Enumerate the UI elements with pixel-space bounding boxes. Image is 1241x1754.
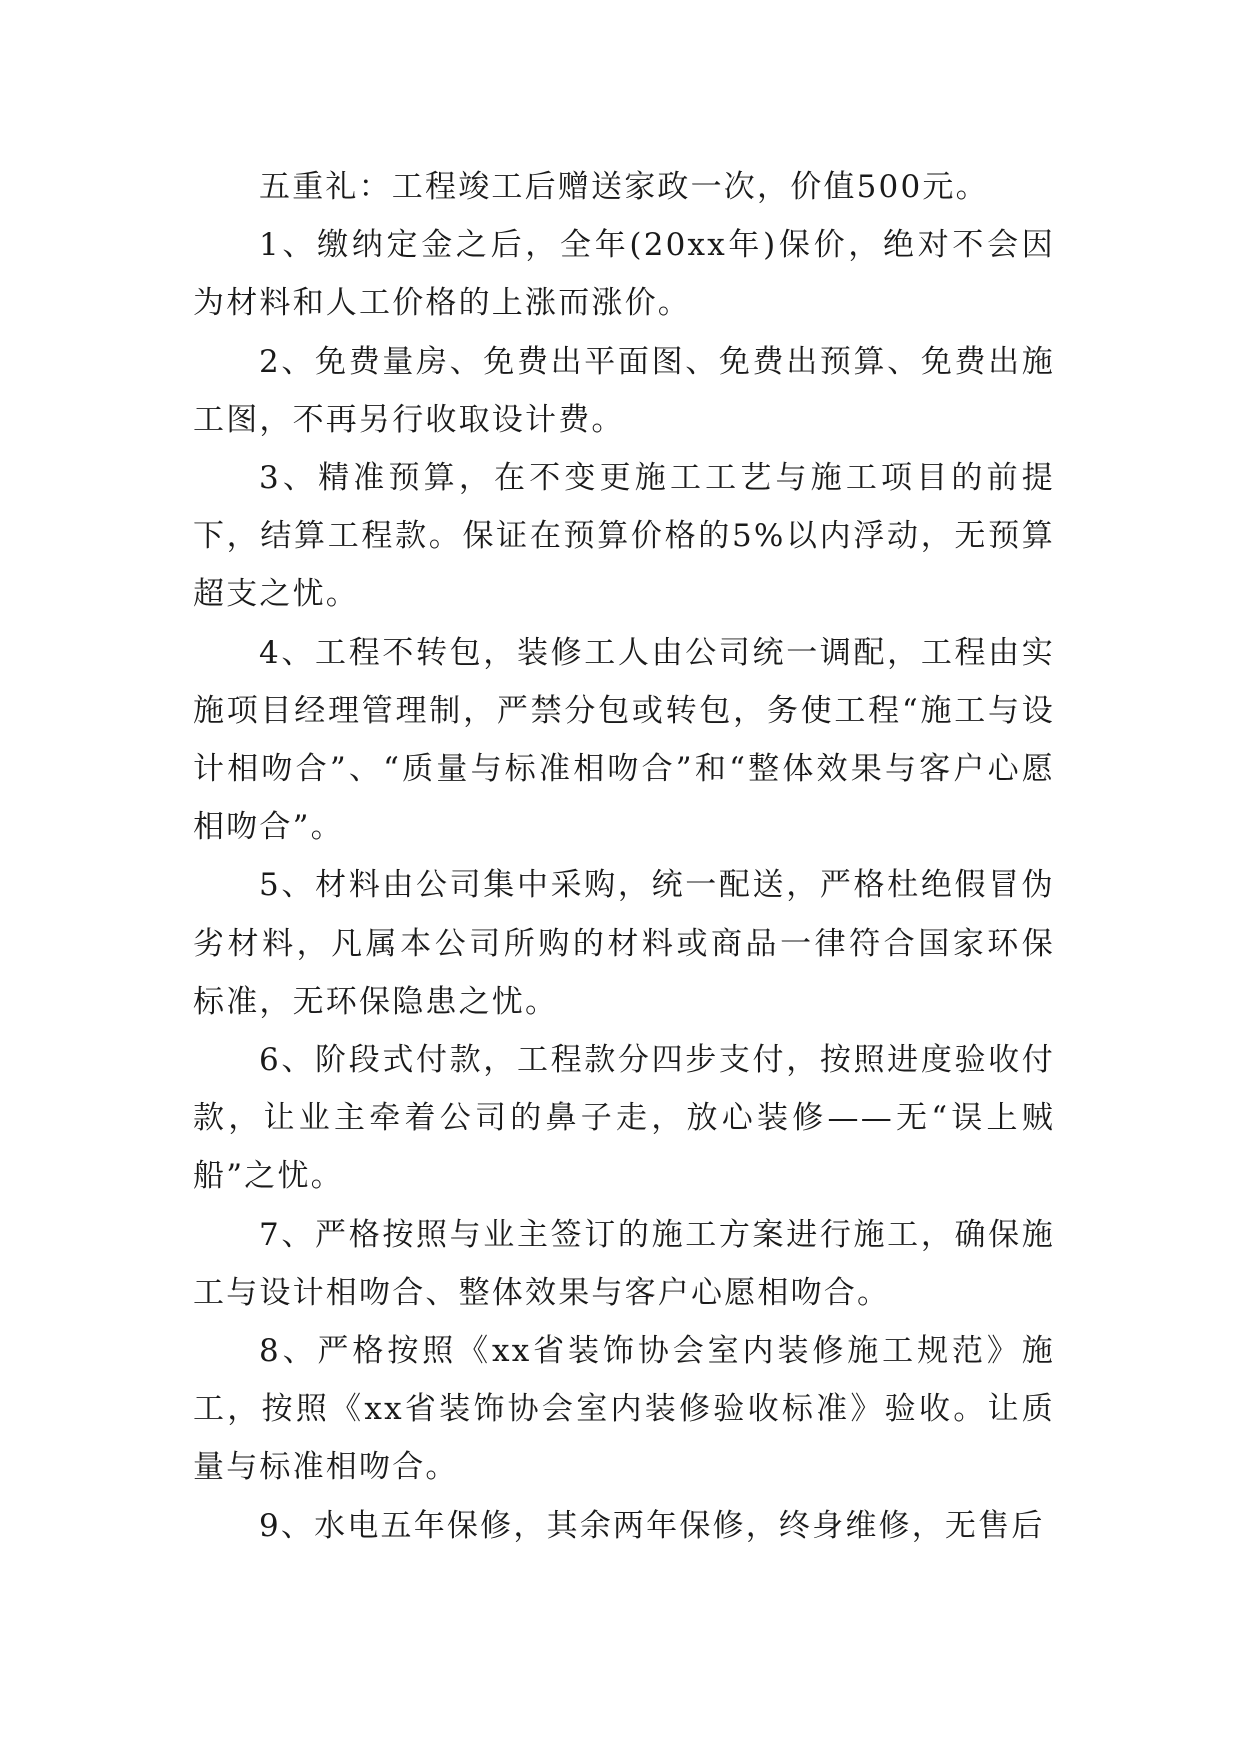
paragraph-item-2: 2、免费量房、免费出平面图、免费出预算、免费出施工图，不再另行收取设计费。 — [193, 343, 1055, 438]
paragraph-item-9: 9、水电五年保修，其余两年保修，终身维修，无售后 — [259, 1507, 1045, 1544]
paragraph-item-4: 4、工程不转包，装修工人由公司统一调配，工程由实施项目经理管理制，严禁分包或转包，务使工程“施工与设计相吻合”、“质量与标准相吻合”和“整体效果与客户心愿相吻合”。 — [193, 634, 1055, 846]
paragraph-item-3: 3、精准预算，在不变更施工工艺与施工项目的前提下，结算工程款。保证在预算价格的5%以内浮动，无预算超支之忧。 — [193, 460, 1055, 613]
paragraph-item-6: 6、阶段式付款，工程款分四步支付，按照进度验收付款，让业主牵着公司的鼻子走，放心装修——无“误上贼船”之忧。 — [193, 1042, 1055, 1195]
paragraph-gift: 五重礼：工程竣工后赠送家政一次，价值500元。 — [259, 169, 989, 205]
paragraph-item-1: 1、缴纳定金之后，全年(20xx年)保价，绝对不会因为材料和人工价格的上涨而涨价。 — [193, 227, 1055, 322]
document-body — [193, 158, 1055, 1555]
paragraph-item-7: 7、严格按照与业主签订的施工方案进行施工，确保施工与设计相吻合、整体效果与客户心愿相吻合。 — [193, 1216, 1055, 1311]
paragraph-item-5: 5、材料由公司集中采购，统一配送，严格杜绝假冒伪劣材料，凡属本公司所购的材料或商品一律符合国家环保标准，无环保隐患之忧。 — [193, 867, 1055, 1020]
paragraph-item-8: 8、严格按照《xx省装饰协会室内装修施工规范》施工，按照《xx省装饰协会室内装修验收标准》验收。让质量与标准相吻合。 — [193, 1333, 1055, 1486]
